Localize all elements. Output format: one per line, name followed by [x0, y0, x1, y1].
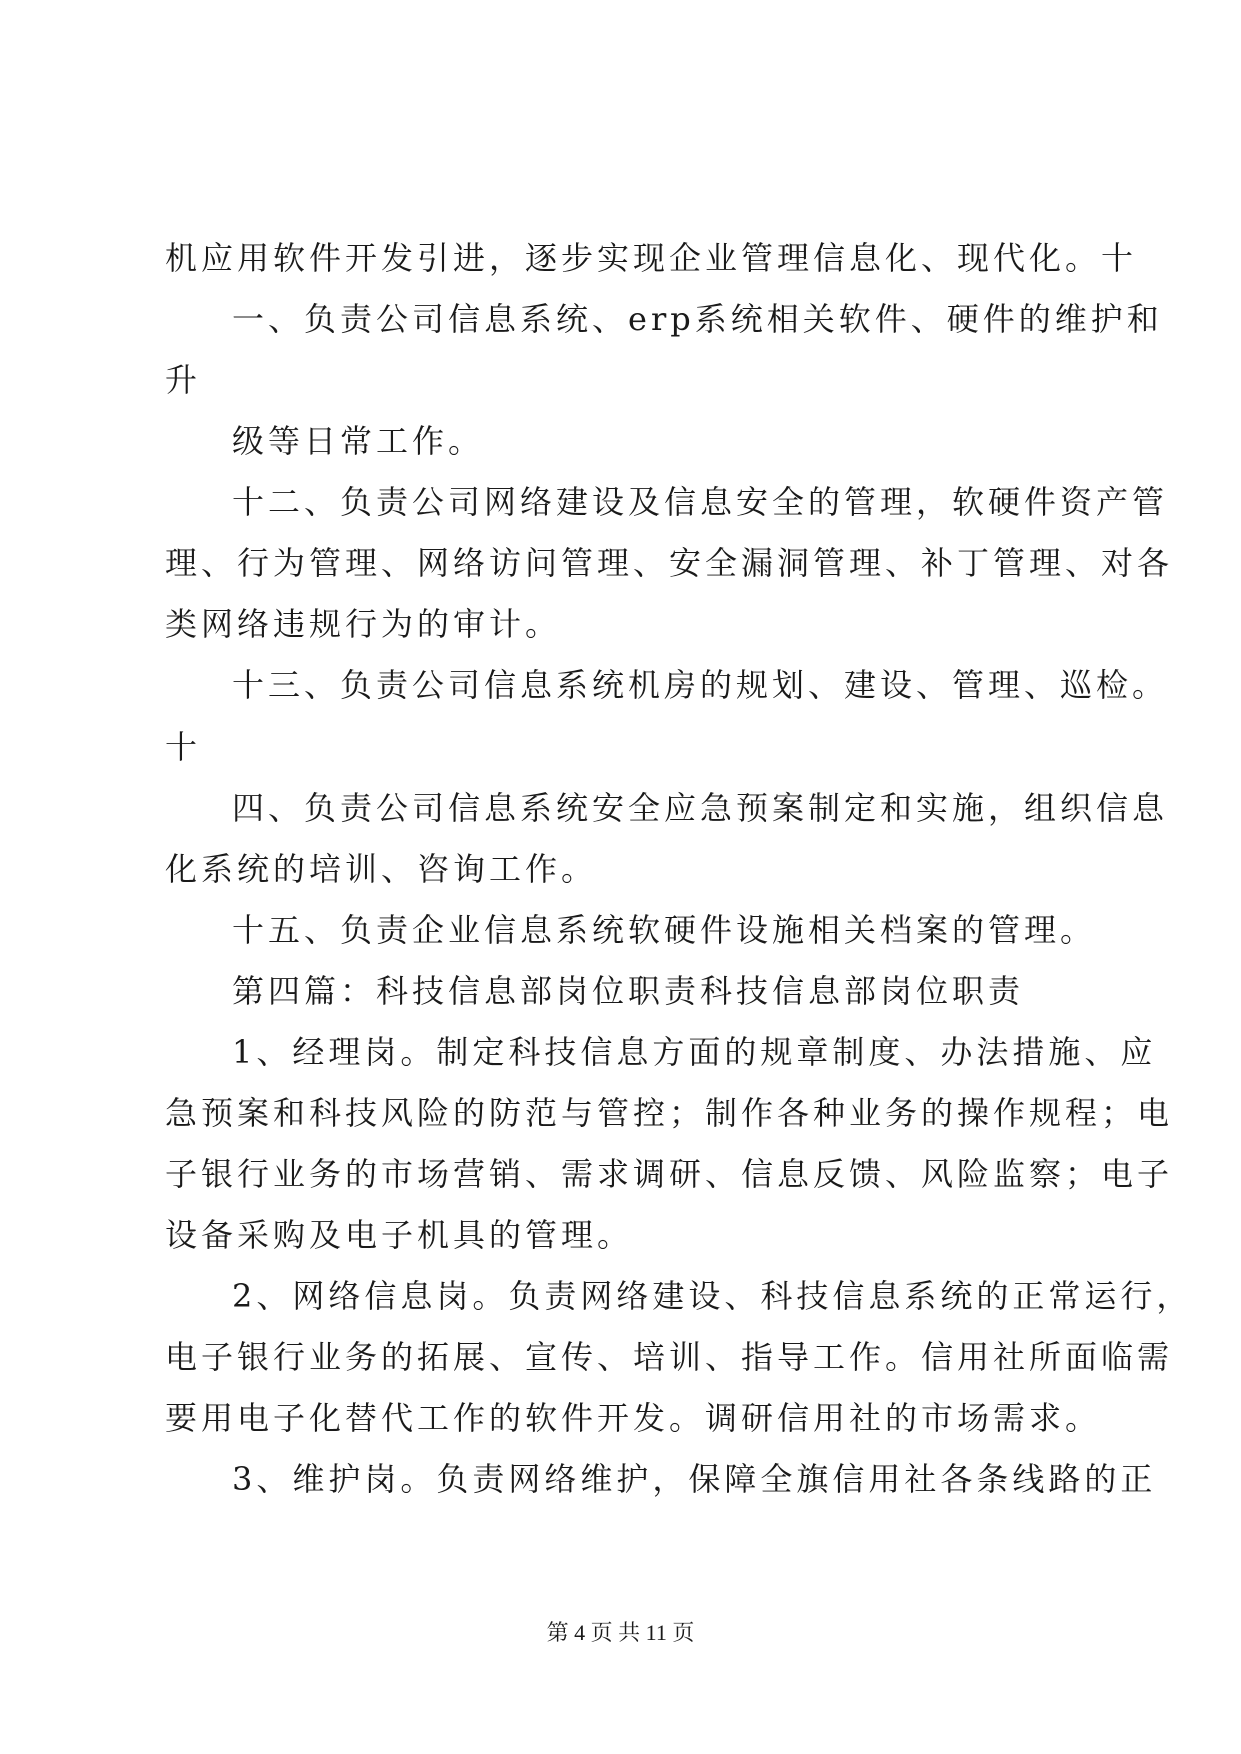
text-line: 理、行为管理、网络访问管理、安全漏洞管理、补丁管理、对各 [165, 544, 1174, 582]
text-line: 子银行业务的市场营销、需求调研、信息反馈、风险监察；电子 [165, 1155, 1174, 1193]
text-line: 十三、负责公司信息系统机房的规划、建设、管理、巡检。 [232, 666, 1169, 704]
text-line: 十二、负责公司网络建设及信息安全的管理，软硬件资产管 [232, 483, 1169, 521]
text-line: 电子银行业务的拓展、宣传、培训、指导工作。信用社所面临需 [165, 1338, 1174, 1376]
text-line: 十五、负责企业信息系统软硬件设施相关档案的管理。 [232, 911, 1097, 949]
text-line: 类网络违规行为的审计。 [165, 605, 562, 643]
text-line: 1、经理岗。制定科技信息方面的规章制度、办法措施、应 [232, 1033, 1157, 1071]
text-line: 机应用软件开发引进，逐步实现企业管理信息化、现代化。十 [165, 239, 1138, 277]
text-line: 化系统的培训、咨询工作。 [165, 850, 598, 888]
text-line: 四、负责公司信息系统安全应急预案制定和实施，组织信息 [232, 789, 1169, 827]
text-line: 要用电子化替代工作的软件开发。调研信用社的市场需求。 [165, 1399, 1102, 1437]
section-heading: 第四篇：科技信息部岗位职责科技信息部岗位职责 [232, 972, 1025, 1010]
text-line: 设备采购及电子机具的管理。 [165, 1216, 634, 1254]
text-line: 一、负责公司信息系统、erp系统相关软件、硬件的维护和 [232, 300, 1163, 338]
text-line: 级等日常工作。 [232, 422, 485, 460]
text-line: 急预案和科技风险的防范与管控；制作各种业务的操作规程；电 [165, 1094, 1174, 1132]
text-line: 升 [165, 361, 202, 399]
text-line: 2、网络信息岗。负责网络建设、科技信息系统的正常运行， [232, 1277, 1193, 1315]
text-line: 十 [165, 728, 202, 766]
page-number: 第 4 页 共 11 页 [546, 1620, 695, 1645]
text-line: 3、维护岗。负责网络维护，保障全旗信用社各条线路的正 [232, 1460, 1157, 1498]
